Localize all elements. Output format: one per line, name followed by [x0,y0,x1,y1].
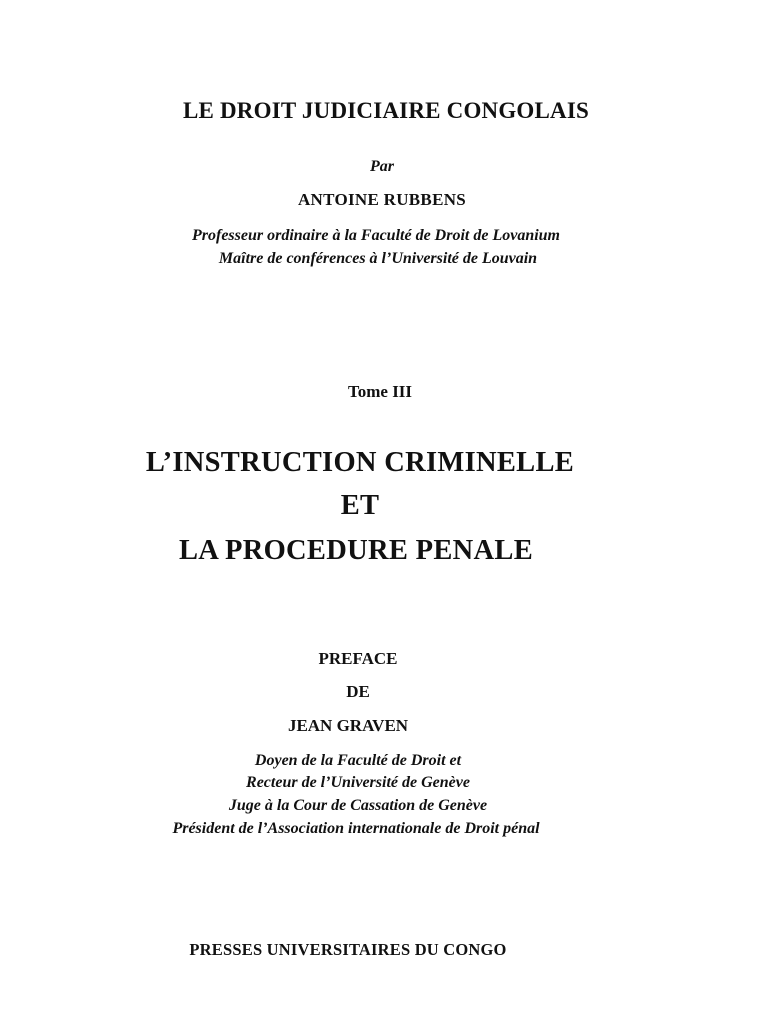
preface-author-role: Doyen de la Faculté de Droit et [254,752,462,769]
preface-label: PREFACE [318,649,398,668]
preface-author: JEAN GRAVEN [287,716,409,735]
preface-author-role: Président de l’Association internationale de Droit pénal [172,820,540,837]
preface-author-role: Juge à la Cour de Cassation de Genève [228,797,488,814]
preface-author-role: Recteur de l’Université de Genève [246,774,470,791]
author-name: ANTOINE RUBBENS [297,190,467,209]
volume-label: Tome III [347,382,413,401]
book-title-line: ET [340,490,380,521]
author-affiliation: Professeur ordinaire à la Faculté de Droit de Lovanium [192,227,560,244]
publisher: PRESSES UNIVERSITAIRES DU CONGO [189,940,507,959]
book-title-line: LA PROCEDURE PENALE [178,535,534,566]
book-title-line: L’INSTRUCTION CRIMINELLE [145,447,575,478]
by-label: Par [370,158,394,175]
series-title: LE DROIT JUDICIAIRE CONGOLAIS [182,98,590,123]
author-affiliation: Maître de conférences à l’Université de Louvain [218,250,538,267]
preface-de: DE [346,682,370,701]
